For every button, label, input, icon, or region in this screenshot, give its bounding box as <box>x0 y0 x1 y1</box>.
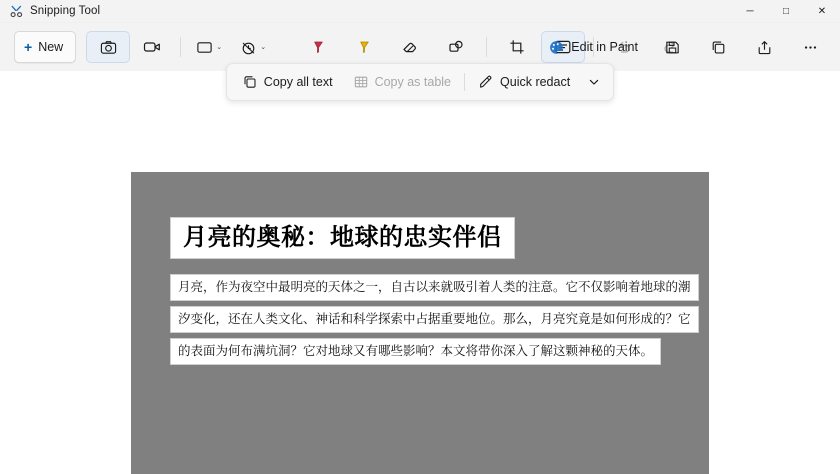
save-button[interactable] <box>650 31 694 63</box>
copy-all-text-button[interactable] <box>233 68 342 96</box>
plus-icon: + <box>24 40 32 54</box>
copy-as-table-label: Copy as table <box>375 75 451 89</box>
shapes-icon <box>447 38 465 56</box>
chevron-down-icon: ⌄ <box>260 43 266 51</box>
right-action-group <box>538 31 832 63</box>
redact-pen-icon <box>478 74 494 90</box>
delay-button[interactable] <box>231 31 275 63</box>
ellipsis-icon <box>802 39 819 56</box>
chevron-down-icon: ⌄ <box>216 43 222 51</box>
toolbar-divider <box>180 37 181 57</box>
video-camera-icon <box>143 38 161 56</box>
snipping-tool-icon <box>8 3 24 19</box>
capture-paragraph <box>170 274 672 370</box>
copy-button[interactable] <box>696 31 740 63</box>
capture-text-line: 汐变化，还在人类文化、神话和科学探索中占据重要地位。那么，月亮究竟是如何形成的？它 <box>170 306 699 333</box>
share-button[interactable] <box>742 31 786 63</box>
maximize-button[interactable]: □ <box>768 0 804 22</box>
marker-button[interactable] <box>342 31 386 63</box>
title-bar <box>0 0 840 23</box>
snip-mode-button[interactable] <box>86 31 130 63</box>
captured-screenshot[interactable] <box>131 172 709 474</box>
save-disk-icon <box>664 39 681 56</box>
text-actions-bar <box>226 63 614 101</box>
highlighter-icon <box>310 39 327 56</box>
copy-as-table-button[interactable] <box>344 68 460 96</box>
close-button[interactable]: ✕ <box>804 0 840 22</box>
text-actions-divider <box>464 73 465 91</box>
eraser-button[interactable] <box>388 31 432 63</box>
new-snip-button[interactable] <box>14 31 76 63</box>
eraser-icon <box>401 38 419 56</box>
chevron-down-icon <box>588 76 600 88</box>
edit-in-paint-button[interactable] <box>538 32 648 62</box>
capture-text-line: 的表面为何布满坑洞？它对地球又有哪些影响？本文将带你深入了解这颗神秘的天体。 <box>170 338 661 365</box>
quick-redact-dropdown[interactable] <box>581 68 607 96</box>
quick-redact-label: Quick redact <box>500 75 570 89</box>
capture-canvas[interactable] <box>0 111 840 461</box>
window-title: Snipping Tool <box>30 5 100 17</box>
table-icon <box>353 74 369 90</box>
shapes-button[interactable] <box>434 31 478 63</box>
crop-icon <box>508 38 526 56</box>
timer-icon <box>240 39 257 56</box>
quick-redact-button[interactable] <box>469 68 579 96</box>
toolbar-divider-2 <box>486 37 487 57</box>
snip-shape-button[interactable] <box>187 31 231 63</box>
more-options-button[interactable] <box>788 31 832 63</box>
copy-all-text-label: Copy all text <box>264 75 333 89</box>
mode-tool-group <box>86 31 275 63</box>
new-snip-label: New <box>38 40 63 54</box>
capture-title-text: 月亮的奥秘：地球的忠实伴侣 <box>170 217 515 259</box>
minimize-button[interactable]: ─ <box>732 0 768 22</box>
share-icon <box>756 39 773 56</box>
rectangle-icon <box>196 39 213 56</box>
camera-icon <box>100 39 117 56</box>
copy-text-icon <box>242 74 258 90</box>
highlighter-button[interactable] <box>296 31 340 63</box>
edit-in-paint-label: Edit in Paint <box>571 40 638 54</box>
window-controls <box>732 0 840 22</box>
paint-palette-icon <box>548 39 565 56</box>
crop-button[interactable] <box>495 31 539 63</box>
capture-text-line: 月亮，作为夜空中最明亮的天体之一，自古以来就吸引着人类的注意。它不仅影响着地球的潮 <box>170 274 699 301</box>
record-mode-button[interactable] <box>130 31 174 63</box>
marker-icon <box>356 39 373 56</box>
copy-icon <box>710 39 727 56</box>
